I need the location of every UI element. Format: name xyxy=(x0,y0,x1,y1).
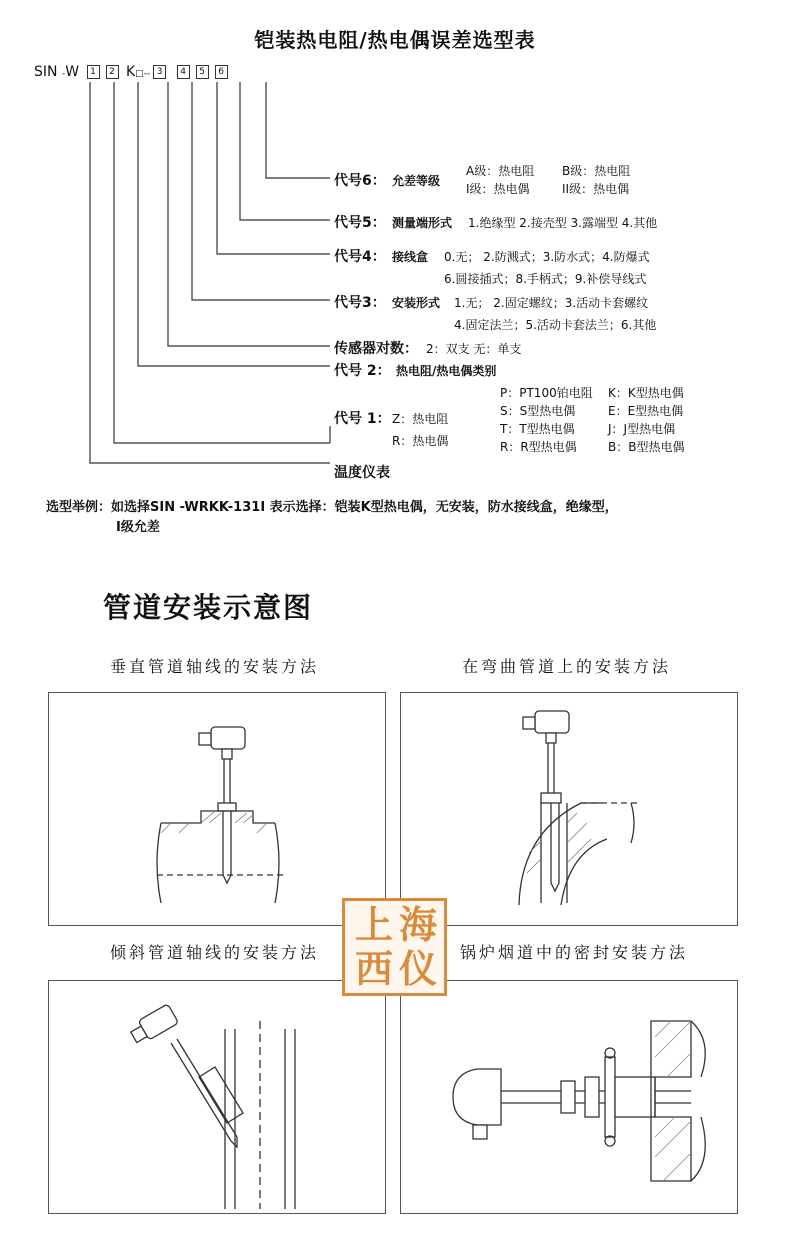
model-box-4: 4 xyxy=(177,65,190,79)
inclined-install-drawing xyxy=(49,981,385,1213)
code6-a-grade: A级：热电阻 xyxy=(466,164,535,178)
stamp-char-2: 海 xyxy=(399,902,438,947)
code2-name: 热电阻/热电偶类别 xyxy=(396,364,497,378)
selection-example: 选型举例：如选择SIN -WRKK-131I 表示选择：铠装K型热电偶，无安装，防水接线盒，绝缘型， xyxy=(46,500,618,515)
model-box-6: 6 xyxy=(215,65,228,79)
diagram-boiler-install xyxy=(400,980,738,1214)
code5-name: 测量端形式 xyxy=(392,216,453,230)
code1-z: Z：热电阻 xyxy=(392,412,449,426)
model-box-5: 5 xyxy=(196,65,209,79)
model-k-suffix: □ xyxy=(135,69,144,79)
code1-type-e: E：E型热电偶 xyxy=(608,404,684,418)
code3-name: 安装形式 xyxy=(392,296,441,310)
code1-label: 代号 1： xyxy=(334,411,391,427)
vertical-install-drawing xyxy=(49,693,385,925)
boiler-install-drawing xyxy=(401,981,737,1213)
code3-line1: 1.无； 2.固定螺纹；3.活动卡套螺纹 xyxy=(454,296,649,310)
code6-name: 允差等级 xyxy=(392,174,441,188)
code1-type-p: P：PT100铂电阻 xyxy=(500,386,593,400)
diagram-curved-install xyxy=(400,692,738,926)
curved-install-drawing xyxy=(401,693,737,925)
code1-type-j: J：J型热电偶 xyxy=(608,422,676,436)
sensor-pairs-label: 传感器对数： xyxy=(334,341,418,357)
code4-label: 代号4： xyxy=(334,249,386,265)
model-w: W xyxy=(65,64,80,80)
code4-name: 接线盒 xyxy=(392,250,429,264)
code2-label: 代号 2： xyxy=(334,363,391,379)
code1-type-r: R：R型热电偶 xyxy=(500,440,577,454)
code1-type-b: B：B型热电偶 xyxy=(608,440,685,454)
code6-ii-grade: II级：热电偶 xyxy=(562,182,630,196)
root-label: 温度仪表 xyxy=(334,465,390,481)
model-prefix: SIN xyxy=(34,64,58,80)
code6-i-grade: I级：热电偶 xyxy=(466,182,530,196)
code5-label: 代号5： xyxy=(334,215,386,231)
company-seal-stamp xyxy=(342,898,447,996)
model-sep2: -- xyxy=(143,69,151,79)
code1-type-k: K：K型热电偶 xyxy=(608,386,684,400)
model-sep1: - xyxy=(61,69,66,79)
code6-label: 代号6： xyxy=(334,173,386,189)
model-box-3: 3 xyxy=(153,65,166,79)
code3-label: 代号3： xyxy=(334,295,386,311)
stamp-char-3: 西 xyxy=(355,946,394,991)
code1-type-s: S：S型热电偶 xyxy=(500,404,576,418)
model-box-2: 2 xyxy=(106,65,119,79)
code4-line2: 6.圆接插式；8.手柄式；9.补偿导线式 xyxy=(444,272,647,286)
model-box-1: 1 xyxy=(87,65,100,79)
code3-line2: 4.固定法兰；5.活动卡套法兰；6.其他 xyxy=(454,318,657,332)
caption-curved: 在弯曲管道上的安装方法 xyxy=(462,657,672,676)
table-title: 铠装热电阻/热电偶误差选型表 xyxy=(254,28,536,52)
code1-type-t: T：T型热电偶 xyxy=(500,422,575,436)
stamp-char-1: 上 xyxy=(355,902,394,947)
diagram-inclined-install xyxy=(48,980,386,1214)
selection-example-cont: I级允差 xyxy=(116,520,160,535)
caption-vertical: 垂直管道轴线的安装方法 xyxy=(110,657,320,676)
code5-options: 1.绝缘型 2.接壳型 3.露端型 4.其他 xyxy=(468,216,658,230)
code1-r: R：热电偶 xyxy=(392,434,449,448)
caption-inclined: 倾斜管道轴线的安装方法 xyxy=(110,943,320,962)
sensor-pairs-value: 2：双支 无：单支 xyxy=(426,342,522,356)
model-k: K xyxy=(125,64,136,80)
stamp-char-4: 仪 xyxy=(399,946,438,991)
section-title: 管道安装示意图 xyxy=(103,591,314,624)
code4-line1: 0.无； 2.防溅式；3.防水式；4.防爆式 xyxy=(444,250,650,264)
diagram-vertical-install xyxy=(48,692,386,926)
caption-boiler: 锅炉烟道中的密封安装方法 xyxy=(460,943,689,962)
code6-b-grade: B级：热电阻 xyxy=(562,164,631,178)
